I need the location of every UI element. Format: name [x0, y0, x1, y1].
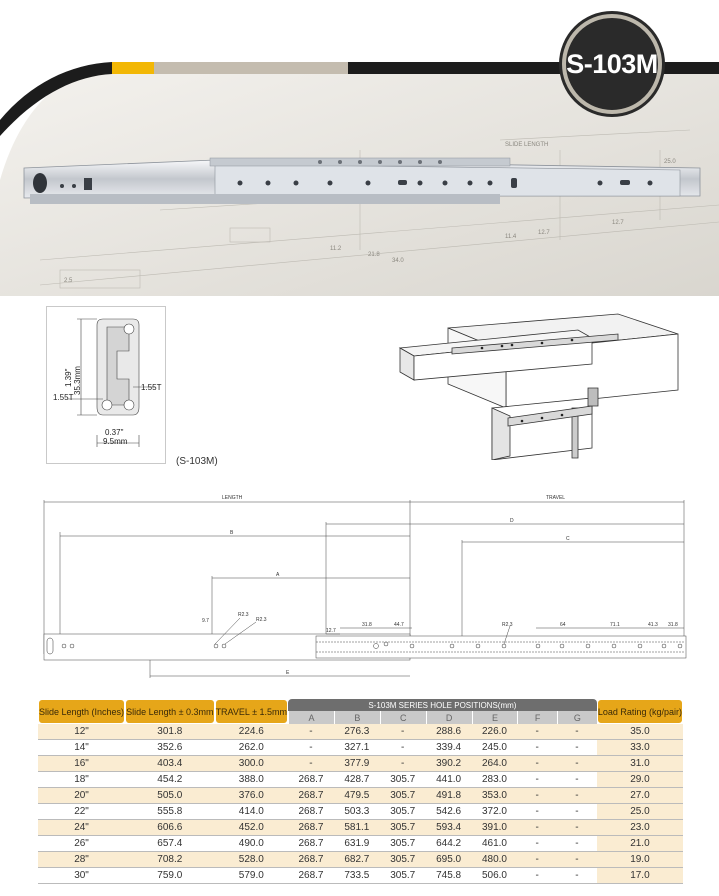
table-row [38, 836, 683, 852]
table-cell: 22" [38, 804, 125, 820]
table-cell: 268.7 [288, 836, 334, 852]
table-cell: - [380, 740, 426, 756]
svg-text:31.8: 31.8 [668, 622, 678, 628]
table-cell: 288.6 [426, 724, 472, 740]
svg-text:25.0: 25.0 [664, 159, 676, 165]
svg-text:R2.3: R2.3 [502, 622, 513, 628]
svg-text:12.7: 12.7 [612, 220, 624, 226]
table-cell: - [517, 852, 556, 868]
table-row [38, 868, 683, 884]
table-cell: 339.4 [426, 740, 472, 756]
table-cell: 414.0 [215, 804, 288, 820]
table-cell: 505.0 [125, 788, 215, 804]
travel-label: TRAVEL [546, 495, 566, 501]
table-cell: - [517, 836, 556, 852]
table-cell: - [557, 756, 597, 772]
col-travel: TRAVEL ± 1.5mm [215, 699, 288, 724]
table-cell: 21.0 [597, 836, 683, 852]
table-cell: 27.0 [597, 788, 683, 804]
svg-text:12.7: 12.7 [326, 628, 336, 634]
table-cell: 579.0 [215, 868, 288, 884]
table-cell: 352.6 [125, 740, 215, 756]
col-b: B [334, 711, 380, 724]
svg-text:34.0: 34.0 [392, 258, 404, 264]
table-cell: 262.0 [215, 740, 288, 756]
table-cell: - [517, 756, 556, 772]
width-inch-label: 0.37" [105, 428, 124, 437]
table-cell: 657.4 [125, 836, 215, 852]
table-cell: 491.8 [426, 788, 472, 804]
table-cell: 268.7 [288, 820, 334, 836]
table-cell: 268.7 [288, 868, 334, 884]
table-cell: - [557, 820, 597, 836]
table-cell: - [380, 724, 426, 740]
table-row [38, 788, 683, 804]
table-cell: 29.0 [597, 772, 683, 788]
width-mm-label: 9.5mm [103, 437, 128, 446]
table-cell: 12" [38, 724, 125, 740]
table-cell: - [288, 756, 334, 772]
model-badge [562, 14, 662, 114]
left-thickness-label: 1.55T [53, 393, 74, 402]
model-caption: (S-103M) [176, 456, 218, 467]
table-cell: 268.7 [288, 772, 334, 788]
col-c: C [380, 711, 426, 724]
table-cell: - [380, 756, 426, 772]
table-cell: 17.0 [597, 868, 683, 884]
hole-position-drawing [40, 494, 690, 680]
table-cell: 506.0 [472, 868, 518, 884]
table-cell: 268.7 [288, 852, 334, 868]
table-cell: 20" [38, 788, 125, 804]
height-mm-label: 35.3mm [73, 366, 82, 395]
table-cell: 403.4 [125, 756, 215, 772]
table-cell: 479.5 [334, 788, 380, 804]
table-cell: 376.0 [215, 788, 288, 804]
table-cell: 454.2 [125, 772, 215, 788]
svg-text:71.1: 71.1 [610, 622, 620, 628]
table-cell: 35.0 [597, 724, 683, 740]
col-g: G [557, 711, 597, 724]
table-cell: 24" [38, 820, 125, 836]
table-cell: - [557, 852, 597, 868]
table-cell: 528.0 [215, 852, 288, 868]
table-cell: - [517, 820, 556, 836]
table-cell: 441.0 [426, 772, 472, 788]
table-cell: 644.2 [426, 836, 472, 852]
svg-text:21.8: 21.8 [368, 252, 380, 258]
table-cell: - [517, 772, 556, 788]
table-cell: 581.1 [334, 820, 380, 836]
table-row [38, 724, 683, 740]
table-cell: 631.9 [334, 836, 380, 852]
table-cell: 30" [38, 868, 125, 884]
table-cell: 377.9 [334, 756, 380, 772]
table-cell: - [557, 804, 597, 820]
table-cell: - [517, 804, 556, 820]
dim-d-label: D [510, 518, 514, 524]
col-slide-length-in: Slide Length (Inches) [38, 699, 125, 724]
table-cell: 305.7 [380, 788, 426, 804]
table-cell: - [557, 788, 597, 804]
height-inch-label: 1.39" [64, 368, 73, 387]
drawer-installation-drawing [392, 308, 688, 460]
table-cell: 245.0 [472, 740, 518, 756]
table-cell: - [557, 836, 597, 852]
table-row [38, 820, 683, 836]
table-cell: 268.7 [288, 788, 334, 804]
table-cell: 25.0 [597, 804, 683, 820]
table-cell: 480.0 [472, 852, 518, 868]
table-cell: - [557, 724, 597, 740]
svg-text:31.8: 31.8 [362, 622, 372, 628]
table-cell: 682.7 [334, 852, 380, 868]
col-f: F [517, 711, 556, 724]
table-cell: 593.4 [426, 820, 472, 836]
table-cell: 28" [38, 852, 125, 868]
right-thickness-label: 1.55T [141, 383, 162, 392]
table-cell: 301.8 [125, 724, 215, 740]
table-cell: 283.0 [472, 772, 518, 788]
col-slide-length-mm: Slide Length ± 0.3mm [125, 699, 215, 724]
svg-text:44.7: 44.7 [394, 622, 404, 628]
dim-a-label: A [276, 572, 280, 578]
table-cell: 452.0 [215, 820, 288, 836]
col-d: D [426, 711, 472, 724]
cross-section-panel [46, 306, 166, 464]
svg-text:11.4: 11.4 [505, 234, 517, 240]
table-cell: 555.8 [125, 804, 215, 820]
table-row [38, 756, 683, 772]
table-cell: 708.2 [125, 852, 215, 868]
svg-text:R2.3: R2.3 [238, 612, 249, 618]
table-cell: 606.6 [125, 820, 215, 836]
table-cell: 305.7 [380, 836, 426, 852]
svg-text:41.3: 41.3 [648, 622, 658, 628]
table-row [38, 772, 683, 788]
table-cell: 542.6 [426, 804, 472, 820]
col-a: A [288, 711, 334, 724]
svg-text:R2.3: R2.3 [256, 617, 267, 623]
table-cell: - [517, 868, 556, 884]
table-cell: 305.7 [380, 772, 426, 788]
spec-table-header [38, 699, 683, 724]
table-cell: 461.0 [472, 836, 518, 852]
table-cell: 733.5 [334, 868, 380, 884]
table-cell: 276.3 [334, 724, 380, 740]
table-row [38, 740, 683, 756]
hero-banner [0, 0, 719, 296]
table-cell: 759.0 [125, 868, 215, 884]
col-load-rating: Load Rating (kg/pair) [597, 699, 683, 724]
slide-length-label: SLIDE LENGTH [505, 142, 549, 148]
table-cell: 23.0 [597, 820, 683, 836]
table-cell: - [517, 724, 556, 740]
table-cell: 33.0 [597, 740, 683, 756]
table-cell: 305.7 [380, 868, 426, 884]
table-cell: 18" [38, 772, 125, 788]
table-cell: 300.0 [215, 756, 288, 772]
table-cell: - [288, 724, 334, 740]
col-group-hole-positions: S-103M SERIES HOLE POSITIONS(mm) [288, 699, 597, 711]
table-cell: 305.7 [380, 804, 426, 820]
table-cell: 305.7 [380, 820, 426, 836]
table-cell: 224.6 [215, 724, 288, 740]
spec-table [38, 699, 683, 884]
table-cell: 353.0 [472, 788, 518, 804]
table-row [38, 852, 683, 868]
table-cell: 391.0 [472, 820, 518, 836]
table-cell: 372.0 [472, 804, 518, 820]
table-cell: 305.7 [380, 852, 426, 868]
svg-text:11.2: 11.2 [330, 246, 342, 252]
table-cell: - [557, 772, 597, 788]
dim-c-label: C [566, 536, 570, 542]
dim-e-label: E [286, 670, 290, 676]
table-cell: - [288, 740, 334, 756]
table-cell: 226.0 [472, 724, 518, 740]
table-cell: 31.0 [597, 756, 683, 772]
table-cell: 16" [38, 756, 125, 772]
table-cell: - [557, 868, 597, 884]
table-cell: 14" [38, 740, 125, 756]
svg-text:12.7: 12.7 [538, 230, 550, 236]
table-cell: 390.2 [426, 756, 472, 772]
col-e: E [472, 711, 518, 724]
dim-b-label: B [230, 530, 234, 536]
svg-text:2.5: 2.5 [64, 278, 73, 284]
model-badge-label: S-103M [566, 48, 658, 79]
svg-text:64: 64 [560, 622, 566, 628]
spec-table-body [38, 724, 683, 884]
table-cell: 695.0 [426, 852, 472, 868]
table-cell: 503.3 [334, 804, 380, 820]
table-cell: - [517, 740, 556, 756]
table-cell: 268.7 [288, 804, 334, 820]
table-cell: 264.0 [472, 756, 518, 772]
table-cell: - [517, 788, 556, 804]
table-cell: 26" [38, 836, 125, 852]
length-label: LENGTH [222, 495, 243, 501]
table-cell: 388.0 [215, 772, 288, 788]
table-cell: 19.0 [597, 852, 683, 868]
table-cell: - [557, 740, 597, 756]
svg-text:9.7: 9.7 [202, 618, 209, 624]
table-cell: 490.0 [215, 836, 288, 852]
table-cell: 327.1 [334, 740, 380, 756]
table-cell: 745.8 [426, 868, 472, 884]
table-cell: 428.7 [334, 772, 380, 788]
table-row [38, 804, 683, 820]
